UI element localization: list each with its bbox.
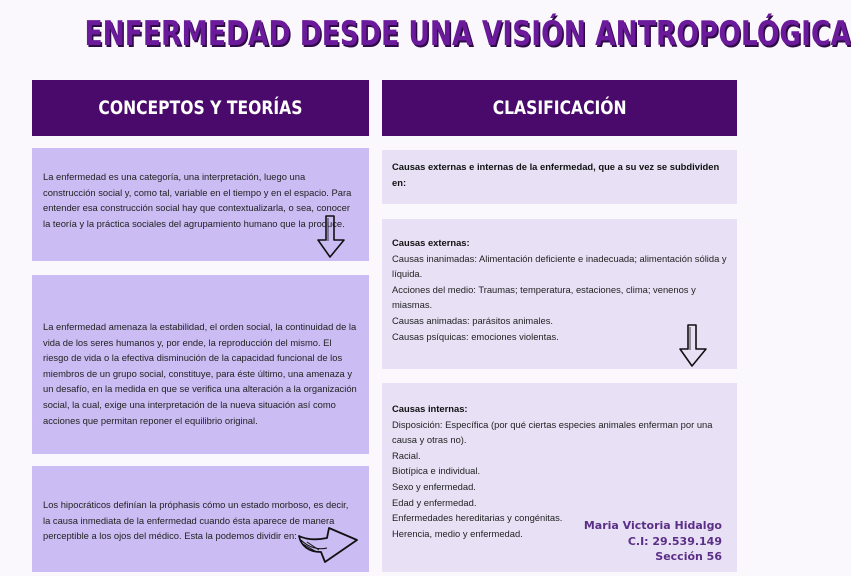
page-title: ENFERMEDAD DESDE UNA VISIÓN ANTROPOLÓGICA [84,14,851,54]
author-section: Sección 56 [655,550,722,563]
internal-cause-item: Sexo y enfermedad. [392,480,476,492]
internal-cause-item: Disposición: Específica (por qué ciertas especies animales enferman por una causa y otras no). [392,418,713,446]
concept-text-3: Los hipocráticos definían la próphasis cómo un estado morboso, es decir, la causa inmediata de la enfermedad cuando ésta aparece de manera perceptible a los ojos del médico. Esta la podemos dividir en: [43,499,349,542]
external-causes-box [382,219,737,369]
concepts-header-label: CONCEPTOS Y TEORÍAS [98,97,303,119]
internal-causes-heading: Causas internas: [392,403,468,414]
classification-header-label: CLASIFICACIÓN [492,97,627,119]
arrow-down-icon [315,214,349,260]
internal-cause-item: Enfermedades hereditarias y congénitas. [392,512,563,524]
external-cause-item: Causas psíquicas: emociones violentas. [392,330,559,342]
arrow-down-icon [677,323,711,369]
external-causes-heading: Causas externas: [392,237,470,248]
internal-cause-item: Racial. [392,449,421,461]
internal-cause-item: Biotípica e individual. [392,465,481,477]
external-cause-item: Acciones del medio: Traumas; temperatura, estaciones, clima; venenos y miasmas. [392,283,696,311]
external-cause-item: Causas inanimadas: Alimentación deficiente e inadecuada; alimentación sólida y líquida. [392,252,727,280]
signature-block [584,518,722,565]
concept-box-2 [32,275,369,454]
concept-text-2: La enfermedad amenaza la estabilidad, el orden social, la continuidad de la vida de los seres humanos y, por ende, la reproducción del mismo. El riesgo de vida o la efectiva disminución de la capacidad funcional de los miembros de un grupo social, constituye, para éste último, una amenaza y un desafío, en la medida en que se verifica una alteración a la organización social, la cual, exige una interpretación de la nueva situación así como acciones que permitan reponer el equilibrio original. [43,321,357,426]
classification-intro: Causas externas e internas de la enfermedad, que a su vez se subdividen en: [392,161,720,188]
classification-header [382,80,737,136]
external-cause-item: Causas animadas: parásitos animales. [392,314,554,326]
internal-cause-item: Herencia, medio y enfermedad. [392,527,523,539]
concept-box-1 [32,148,369,261]
author-name: Maria Victoria Hidalgo [583,519,722,532]
internal-cause-item: Edad y enfermedad. [392,496,477,508]
author-ci: C.I: 29.539.149 [627,534,722,548]
concepts-header [32,80,369,136]
concept-box-3 [32,466,369,572]
curved-arrow-icon [295,518,361,564]
concept-text-1: La enfermedad es una categoría, una interpretación, luego una construcción social y, como tal, variable en el tiempo y en el espacio. Para entender esa construcción social hay que contextualizarla, o sea, conocer la teoría y la práctica sociales del agrupamiento humano que la produce. [43,171,352,229]
classification-intro-box [382,150,737,204]
